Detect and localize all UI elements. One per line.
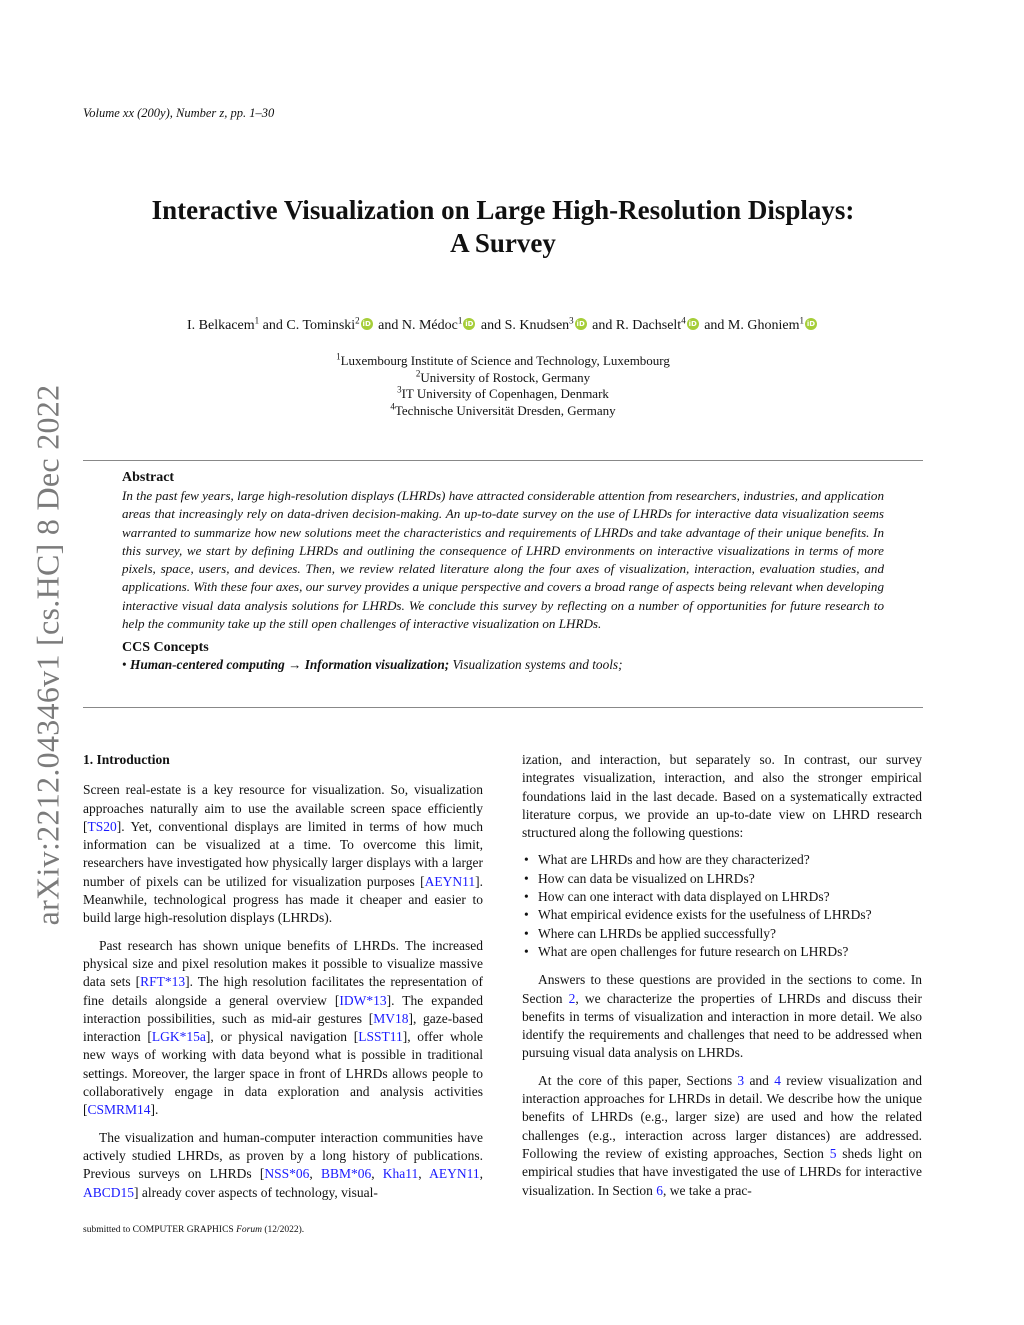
citation-link[interactable]: Kha11	[382, 1166, 419, 1182]
citation-link[interactable]: 4	[774, 1072, 781, 1088]
citation-link[interactable]: NSS*06	[264, 1166, 310, 1182]
paragraph-text: sheds light on empirical studies that have investigated the use of LHRDs for interactive visualization. In Section	[522, 1145, 922, 1198]
citation-link[interactable]: 2	[568, 990, 576, 1006]
bottom-divider	[83, 707, 923, 708]
list-item: • How can data be visualized on LHRDs?	[522, 870, 922, 888]
citation-link[interactable]: ABCD15	[83, 1184, 135, 1200]
author-affiliation-number: 1	[457, 315, 463, 326]
author-affiliation-number: 1	[254, 315, 260, 326]
affiliation-text: Luxembourg Institute of Science and Technology, Luxembourg	[340, 353, 670, 368]
paragraph-text: Answers to these questions are provided in the sections to come. In Section	[522, 972, 922, 1006]
volume-info: Volume xx (200y), Number z, pp. 1–30	[83, 106, 275, 120]
paper-title	[83, 194, 923, 260]
paragraph-text: ], gaze-based interaction [	[83, 1010, 483, 1045]
affiliation-number: 2	[415, 368, 421, 379]
paragraph-text: , we characterize the properties of LHRDs and discuss their benefits in terms of visualization and interaction in more detail. We also identify the requirements and challenges that need to be addressed when pursuing visual data analysis on LHRDs.	[522, 990, 923, 1061]
left-column	[83, 751, 483, 1211]
research-questions-list	[522, 851, 922, 961]
intro-paragraph-6	[522, 1072, 922, 1200]
intro-paragraph-2	[83, 937, 483, 1120]
paragraph-text: Past research has shown unique benefits of LHRDs. The increased physical size and pixel resolution makes it possible to visualize massive data sets [	[83, 937, 483, 990]
paragraph-text: At the core of this paper, Sections	[538, 1072, 738, 1088]
title-line-1: Interactive Visualization on Large High-Resolution Displays:	[151, 195, 855, 225]
list-item: • What empirical evidence exists for the usefulness of LHRDs?	[522, 906, 922, 924]
list-item: • Where can LHRDs be applied successfully?	[522, 925, 922, 943]
ccs-concepts	[122, 657, 884, 673]
ccs-primary: Human-centered computing	[129, 657, 285, 673]
footer-suffix: (12/2022).	[261, 1225, 305, 1235]
orcid-icon[interactable]: iD	[362, 320, 371, 328]
affiliation-text: IT University of Copenhagen, Denmark	[401, 386, 609, 402]
ccs-secondary: Information visualization;	[304, 657, 450, 673]
author-joiner: and	[374, 318, 402, 333]
paragraph-text: The visualization and human-computer interaction communities have actively studied LHRDs, as proven by a long history of publications. Previous surveys on LHRDs [	[83, 1129, 483, 1182]
author-affiliation-number: 1	[799, 315, 804, 326]
author-affiliation-number: 4	[681, 315, 686, 326]
title-line-2: A Survey	[450, 228, 556, 258]
section-heading-introduction: 1. Introduction	[83, 752, 170, 767]
intro-paragraph-4	[522, 751, 922, 842]
paragraph-text: ,	[309, 1166, 321, 1182]
paragraph-text: ]. The expanded interaction possibilities, such as mid-air gestures [	[83, 992, 483, 1026]
abstract-text: In the past few years, large high-resolution displays (LHRDs) have attracted considerable attention from researchers, industries, and application areas that increasingly rely on data-driven decision-making. An up-to-date survey on the use of LHRDs for interactive data visualization seems warranted to summarize how new solutions meet the characteristics and requirements of LHRDs and take advantage of their unique benefits. In this survey, we start by defining LHRDs and outlining the consequence of LHRD environments on interactive visualizations in terms of more pixels, space, users, and devices. Then, we review related literature along the four axes of visualization, interaction, evaluation studies, and applications. With these four axes, our survey provides a unique perspective and covers a broad range of aspects being relevant when developing interactive visual data analysis solutions for LHRDs. We conclude this survey by reflecting on a number of opportunities for future research to help the community take up the still open challenges of interactive visualization on LHRDs.	[122, 488, 884, 632]
citation-link[interactable]: AEYN11	[429, 1166, 480, 1182]
author-joiner: and	[259, 318, 287, 333]
author-joiner: and	[588, 318, 616, 333]
affiliation-list	[83, 353, 923, 419]
arxiv-identifier[interactable]: arXiv:2212.04346v1 [cs.HC] 8 Dec 2022	[29, 384, 66, 926]
list-item: • How can one interact with data displayed on LHRDs?	[522, 888, 922, 906]
citation-link[interactable]: LSST11	[358, 1029, 403, 1045]
orcid-icon[interactable]: iD	[576, 320, 585, 328]
paragraph-text: ]. Meanwhile, technological progress has made it cheaper and easier to build large high-resolution displays (LHRDs).	[83, 873, 483, 926]
citation-link[interactable]: LGK*15a	[151, 1029, 206, 1045]
citation-link[interactable]: TS20	[87, 818, 117, 834]
author-name: R. Dachselt	[615, 318, 682, 333]
author-affiliation-number: 2	[355, 315, 360, 326]
author-affiliation-number: 3	[569, 315, 574, 326]
author-name: I. Belkacem	[187, 318, 255, 333]
ccs-heading: CCS Concepts	[122, 640, 209, 656]
citation-link[interactable]: IDW*13	[339, 992, 387, 1008]
citation-link[interactable]: 5	[829, 1145, 837, 1161]
paragraph-text: ,	[371, 1166, 383, 1182]
paragraph-text: ,	[479, 1166, 484, 1182]
author-list	[83, 315, 923, 334]
ccs-bullet: •	[122, 657, 127, 673]
author-name: N. Médoc	[401, 318, 458, 333]
intro-paragraph-5	[522, 971, 922, 1062]
citation-link[interactable]: AEYN11	[424, 873, 476, 889]
ccs-tertiary: Visualization systems and tools;	[452, 657, 623, 673]
affiliation	[83, 370, 923, 387]
paragraph-text: ].	[150, 1102, 159, 1118]
author-joiner: and	[477, 318, 505, 333]
paragraph-text: ], offer whole new ways of working with data beyond what is possible in traditional settings. Moreover, the larger space in front of LHRDs allows people to collaboratively engage in data exploration and analysis activities [	[83, 1029, 483, 1118]
affiliation-number: 1	[336, 351, 341, 362]
abstract-section	[122, 470, 884, 673]
citation-link[interactable]: 6	[656, 1182, 663, 1198]
orcid-icon[interactable]: iD	[806, 320, 816, 328]
paragraph-text: ] already cover aspects of technology, visual-	[134, 1184, 378, 1200]
citation-link[interactable]: CSMRM14	[87, 1102, 151, 1118]
citation-link[interactable]: MV18	[373, 1010, 409, 1026]
paragraph-text: and	[744, 1072, 775, 1088]
author-name: M. Ghoniem	[727, 318, 800, 333]
paragraph-text: Screen real-estate is a key resource for visualization. So, visualization approaches naturally aim to use the available screen space efficiently [	[83, 782, 483, 834]
top-divider	[83, 460, 923, 461]
paragraph-text: review visualization and interaction approaches for LHRDs in detail. We describe how the unique benefits of LHRDs (e.g., larger size) are used and how the related challenges (e.g., interaction across larger distances) are addressed. Following the review of existing approaches, Section	[522, 1072, 922, 1161]
orcid-icon[interactable]: iD	[688, 320, 697, 328]
orcid-icon[interactable]: iD	[465, 320, 474, 328]
author-name: S. Knudsen	[504, 318, 570, 333]
footer-prefix: submitted to COMPUTER GRAPHICS	[83, 1225, 237, 1235]
footer-journal: Forum	[236, 1225, 262, 1235]
footer	[83, 1225, 304, 1235]
intro-paragraph-1	[83, 781, 483, 927]
paragraph-text: ]. The high resolution facilitates the representation of fine details alongside a general overview [	[83, 974, 483, 1008]
citation-link[interactable]: BBM*06	[320, 1166, 372, 1182]
paragraph-text: ], or physical navigation [	[205, 1029, 359, 1045]
intro-paragraph-3	[83, 1129, 483, 1202]
affiliation	[83, 353, 923, 370]
author-name: C. Tominski	[286, 318, 356, 333]
citation-link[interactable]: RFT*13	[140, 974, 186, 990]
abstract-heading: Abstract	[122, 470, 175, 485]
list-item: • What are LHRDs and how are they characterized?	[522, 851, 922, 869]
citation-link[interactable]: 3	[737, 1072, 745, 1088]
affiliation-text: University of Rostock, Germany	[420, 369, 591, 385]
affiliation-number: 4	[390, 401, 395, 412]
right-column	[522, 751, 922, 1209]
ccs-arrow: →	[288, 657, 302, 673]
paragraph-text: ization, and interaction, but separately so. In contrast, our survey integrates visualization, interaction, and also the stronger empirical foundations laid in the last decade. Based on a systematically extracted literature corpus, we provide an up-to-date view on LHRD research structured along the following questions:	[522, 752, 922, 841]
paragraph-text: , we take a prac-	[662, 1182, 752, 1198]
affiliation	[83, 386, 923, 403]
affiliation	[83, 403, 923, 420]
paragraph-text: ,	[418, 1166, 430, 1182]
affiliation-text: Technische Universität Dresden, Germany	[394, 402, 616, 418]
affiliation-number: 3	[397, 384, 402, 395]
list-item: • What are open challenges for future research on LHRDs?	[522, 943, 922, 961]
author-joiner: and	[700, 318, 728, 333]
paragraph-text: ]. Yet, conventional displays are limited in terms of how much information can be visualized at a time. To overcome this limit, researchers have investigated how physically larger displays with a larger number of pixels can be utilized for visualization purposes [	[83, 818, 483, 889]
